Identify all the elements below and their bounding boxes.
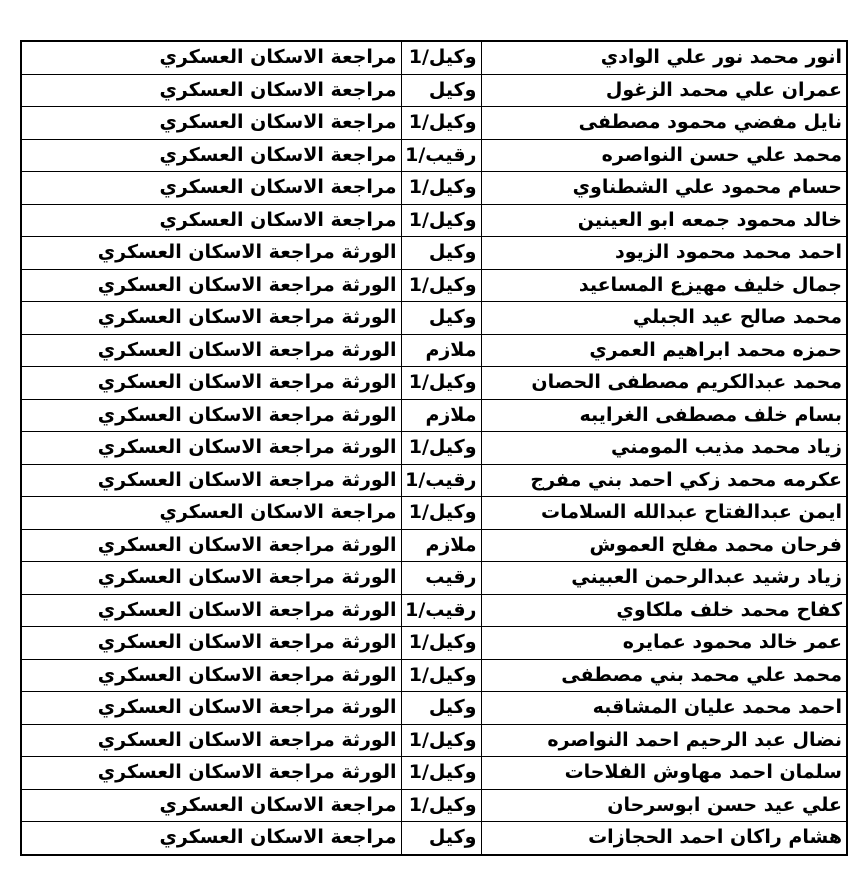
name-cell: فرحان محمد مفلح العموش (481, 529, 847, 562)
rank-cell: رقيب/1 (401, 139, 481, 172)
rank-cell: وكيل/1 (401, 789, 481, 822)
note-cell: مراجعة الاسكان العسكري (21, 789, 401, 822)
note-cell: مراجعة الاسكان العسكري (21, 41, 401, 74)
table-row (21, 594, 847, 627)
name-cell: احمد محمد عليان المشاقبه (481, 692, 847, 725)
name-cell: احمد محمد محمود الزيود (481, 237, 847, 270)
name-cell: سلمان احمد مهاوش الفلاحات (481, 757, 847, 790)
name-cell: محمد عبدالكريم مصطفى الحصان (481, 367, 847, 400)
rank-cell: وكيل (401, 74, 481, 107)
note-cell: الورثة مراجعة الاسكان العسكري (21, 399, 401, 432)
table-row (21, 432, 847, 465)
roster-sheet (20, 40, 846, 856)
name-cell: زياد رشيد عبدالرحمن العبيني (481, 562, 847, 595)
table-row (21, 237, 847, 270)
note-cell: مراجعة الاسكان العسكري (21, 107, 401, 140)
rank-cell: رقيب/1 (401, 464, 481, 497)
table-row (21, 399, 847, 432)
note-cell: الورثة مراجعة الاسكان العسكري (21, 367, 401, 400)
name-cell: كفاح محمد خلف ملكاوي (481, 594, 847, 627)
name-cell: حسام محمود علي الشطناوي (481, 172, 847, 205)
name-cell: بسام خلف مصطفى الغرايبه (481, 399, 847, 432)
rank-cell: وكيل/1 (401, 107, 481, 140)
note-cell: الورثة مراجعة الاسكان العسكري (21, 724, 401, 757)
table-row (21, 757, 847, 790)
rank-cell: ملازم (401, 334, 481, 367)
rank-cell: رقيب/1 (401, 594, 481, 627)
note-cell: مراجعة الاسكان العسكري (21, 172, 401, 205)
note-cell: الورثة مراجعة الاسكان العسكري (21, 594, 401, 627)
table-row (21, 627, 847, 660)
table-row (21, 529, 847, 562)
name-cell: عمران علي محمد الزغول (481, 74, 847, 107)
table-row (21, 822, 847, 855)
rank-cell: ملازم (401, 529, 481, 562)
table-row (21, 172, 847, 205)
name-cell: ايمن عبدالفتاح عبدالله السلامات (481, 497, 847, 530)
roster-table (20, 40, 848, 856)
table-row (21, 464, 847, 497)
rank-cell: وكيل (401, 302, 481, 335)
rank-cell: وكيل/1 (401, 757, 481, 790)
rank-cell: وكيل (401, 822, 481, 855)
rank-cell: وكيل/1 (401, 367, 481, 400)
rank-cell: ملازم (401, 399, 481, 432)
name-cell: حمزه محمد ابراهيم العمري (481, 334, 847, 367)
name-cell: علي عيد حسن ابوسرحان (481, 789, 847, 822)
table-row (21, 74, 847, 107)
note-cell: مراجعة الاسكان العسكري (21, 822, 401, 855)
rank-cell: وكيل/1 (401, 41, 481, 74)
rank-cell: وكيل/1 (401, 497, 481, 530)
note-cell: مراجعة الاسكان العسكري (21, 74, 401, 107)
name-cell: محمد صالح عيد الجبلي (481, 302, 847, 335)
name-cell: هشام راكان احمد الحجازات (481, 822, 847, 855)
note-cell: مراجعة الاسكان العسكري (21, 497, 401, 530)
note-cell: الورثة مراجعة الاسكان العسكري (21, 269, 401, 302)
table-row (21, 659, 847, 692)
name-cell: نايل مفضي محمود مصطفى (481, 107, 847, 140)
note-cell: الورثة مراجعة الاسكان العسكري (21, 334, 401, 367)
name-cell: محمد علي حسن النواصره (481, 139, 847, 172)
table-row (21, 497, 847, 530)
note-cell: الورثة مراجعة الاسكان العسكري (21, 757, 401, 790)
note-cell: الورثة مراجعة الاسكان العسكري (21, 692, 401, 725)
name-cell: محمد علي محمد بني مصطفى (481, 659, 847, 692)
table-row (21, 562, 847, 595)
rank-cell: وكيل (401, 237, 481, 270)
rank-cell: وكيل/1 (401, 204, 481, 237)
rank-cell: وكيل/1 (401, 627, 481, 660)
table-row (21, 724, 847, 757)
note-cell: الورثة مراجعة الاسكان العسكري (21, 627, 401, 660)
note-cell: الورثة مراجعة الاسكان العسكري (21, 659, 401, 692)
table-row (21, 269, 847, 302)
table-row (21, 139, 847, 172)
rank-cell: وكيل/1 (401, 724, 481, 757)
table-row (21, 334, 847, 367)
name-cell: نضال عبد الرحيم احمد النواصره (481, 724, 847, 757)
rank-cell: وكيل (401, 692, 481, 725)
note-cell: الورثة مراجعة الاسكان العسكري (21, 562, 401, 595)
name-cell: انور محمد نور علي الوادي (481, 41, 847, 74)
table-row (21, 302, 847, 335)
rank-cell: وكيل/1 (401, 269, 481, 302)
table-row (21, 204, 847, 237)
table-row (21, 692, 847, 725)
name-cell: عكرمه محمد زكي احمد بني مفرج (481, 464, 847, 497)
table-row (21, 789, 847, 822)
table-row (21, 107, 847, 140)
note-cell: الورثة مراجعة الاسكان العسكري (21, 464, 401, 497)
name-cell: عمر خالد محمود عمايره (481, 627, 847, 660)
table-row (21, 367, 847, 400)
rank-cell: رقيب (401, 562, 481, 595)
roster-table-body (21, 41, 847, 855)
name-cell: جمال خليف مهيزع المساعيد (481, 269, 847, 302)
table-row (21, 41, 847, 74)
note-cell: الورثة مراجعة الاسكان العسكري (21, 302, 401, 335)
note-cell: الورثة مراجعة الاسكان العسكري (21, 432, 401, 465)
note-cell: الورثة مراجعة الاسكان العسكري (21, 529, 401, 562)
rank-cell: وكيل/1 (401, 432, 481, 465)
name-cell: زياد محمد مذيب المومني (481, 432, 847, 465)
note-cell: الورثة مراجعة الاسكان العسكري (21, 237, 401, 270)
rank-cell: وكيل/1 (401, 172, 481, 205)
name-cell: خالد محمود جمعه ابو العينين (481, 204, 847, 237)
rank-cell: وكيل/1 (401, 659, 481, 692)
note-cell: مراجعة الاسكان العسكري (21, 139, 401, 172)
note-cell: مراجعة الاسكان العسكري (21, 204, 401, 237)
